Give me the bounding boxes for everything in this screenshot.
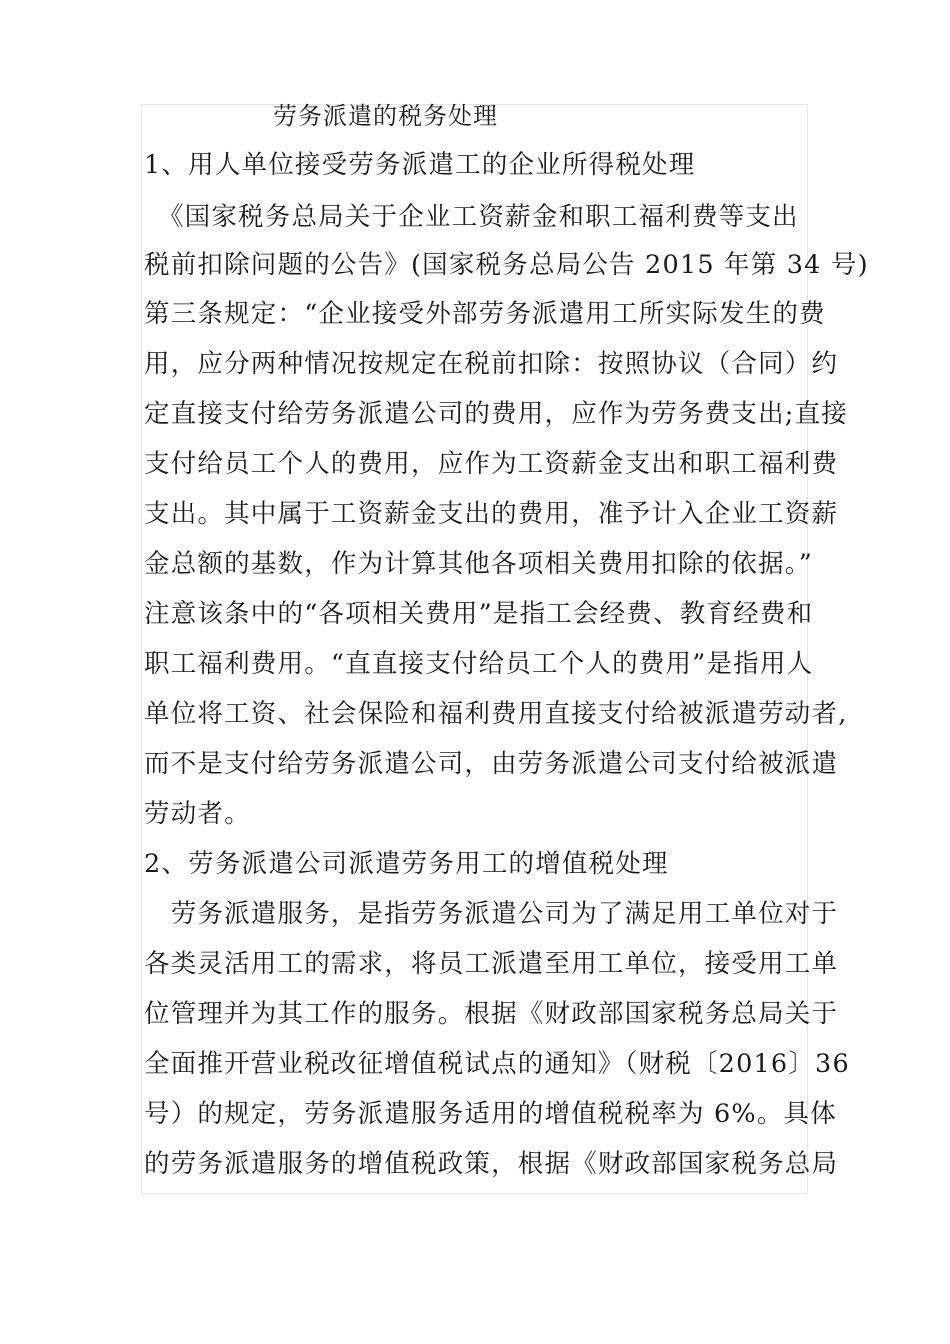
paragraph-line: 劳务派遣服务，是指劳务派遣公司为了满足用工单位对于 — [144, 899, 839, 929]
paragraph-line: 各类灵活用工的需求，将员工派遣至用工单位，接受用工单 — [144, 949, 839, 979]
paragraph-line: 支出。其中属于工资薪金支出的费用，准予计入企业工资薪 — [144, 499, 839, 529]
paragraph-line: 劳动者。 — [144, 799, 251, 829]
paragraph-line: 位管理并为其工作的服务。根据《财政部国家税务总局关于 — [144, 999, 839, 1029]
paragraph-line: 的劳务派遣服务的增值税政策，根据《财政部国家税务总局 — [144, 1149, 839, 1179]
paragraph-line: 注意该条中的“各项相关费用”是指工会经费、教育经费和 — [144, 599, 814, 629]
paragraph-line: 号）的规定，劳务派遣服务适用的增值税税率为 6%。具体 — [144, 1099, 837, 1129]
paragraph-line: 金总额的基数，作为计算其他各项相关费用扣除的依据。” — [144, 549, 813, 579]
paragraph-line: 支付给员工个人的费用，应作为工资薪金支出和职工福利费 — [144, 449, 839, 479]
section-heading-2: 2、劳务派遣公司派遣劳务用工的增值税处理 — [144, 849, 669, 879]
paragraph-line: 职工福利费用。“直直接支付给员工个人的费用”是指用人 — [144, 649, 814, 679]
document-title: 劳务派遣的税务处理 — [273, 102, 498, 130]
paragraph-line: 第三条规定：“企业接受外部劳务派遣用工所实际发生的费 — [144, 299, 826, 329]
paragraph-line: 税前扣除问题的公告》(国家税务总局公告 2015 年第 34 号) — [144, 250, 869, 280]
paragraph-line: 单位将工资、社会保险和福利费用直接支付给被派遣劳动者, — [144, 699, 848, 729]
paragraph-line: 而不是支付给劳务派遣公司，由劳务派遣公司支付给被派遣 — [144, 749, 839, 779]
section-heading-1: 1、用人单位接受劳务派遣工的企业所得税处理 — [144, 150, 696, 180]
paragraph-line: 用，应分两种情况按规定在税前扣除：按照协议（合同）约 — [144, 349, 839, 379]
paragraph-line: 《国家税务总局关于企业工资薪金和职工福利费等支出 — [144, 202, 799, 232]
paragraph-line: 全面推开营业税改征增值税试点的通知》（财税〔2016〕36 — [144, 1049, 850, 1079]
paragraph-line: 定直接支付给劳务派遣公司的费用，应作为劳务费支出;直接 — [144, 399, 848, 429]
